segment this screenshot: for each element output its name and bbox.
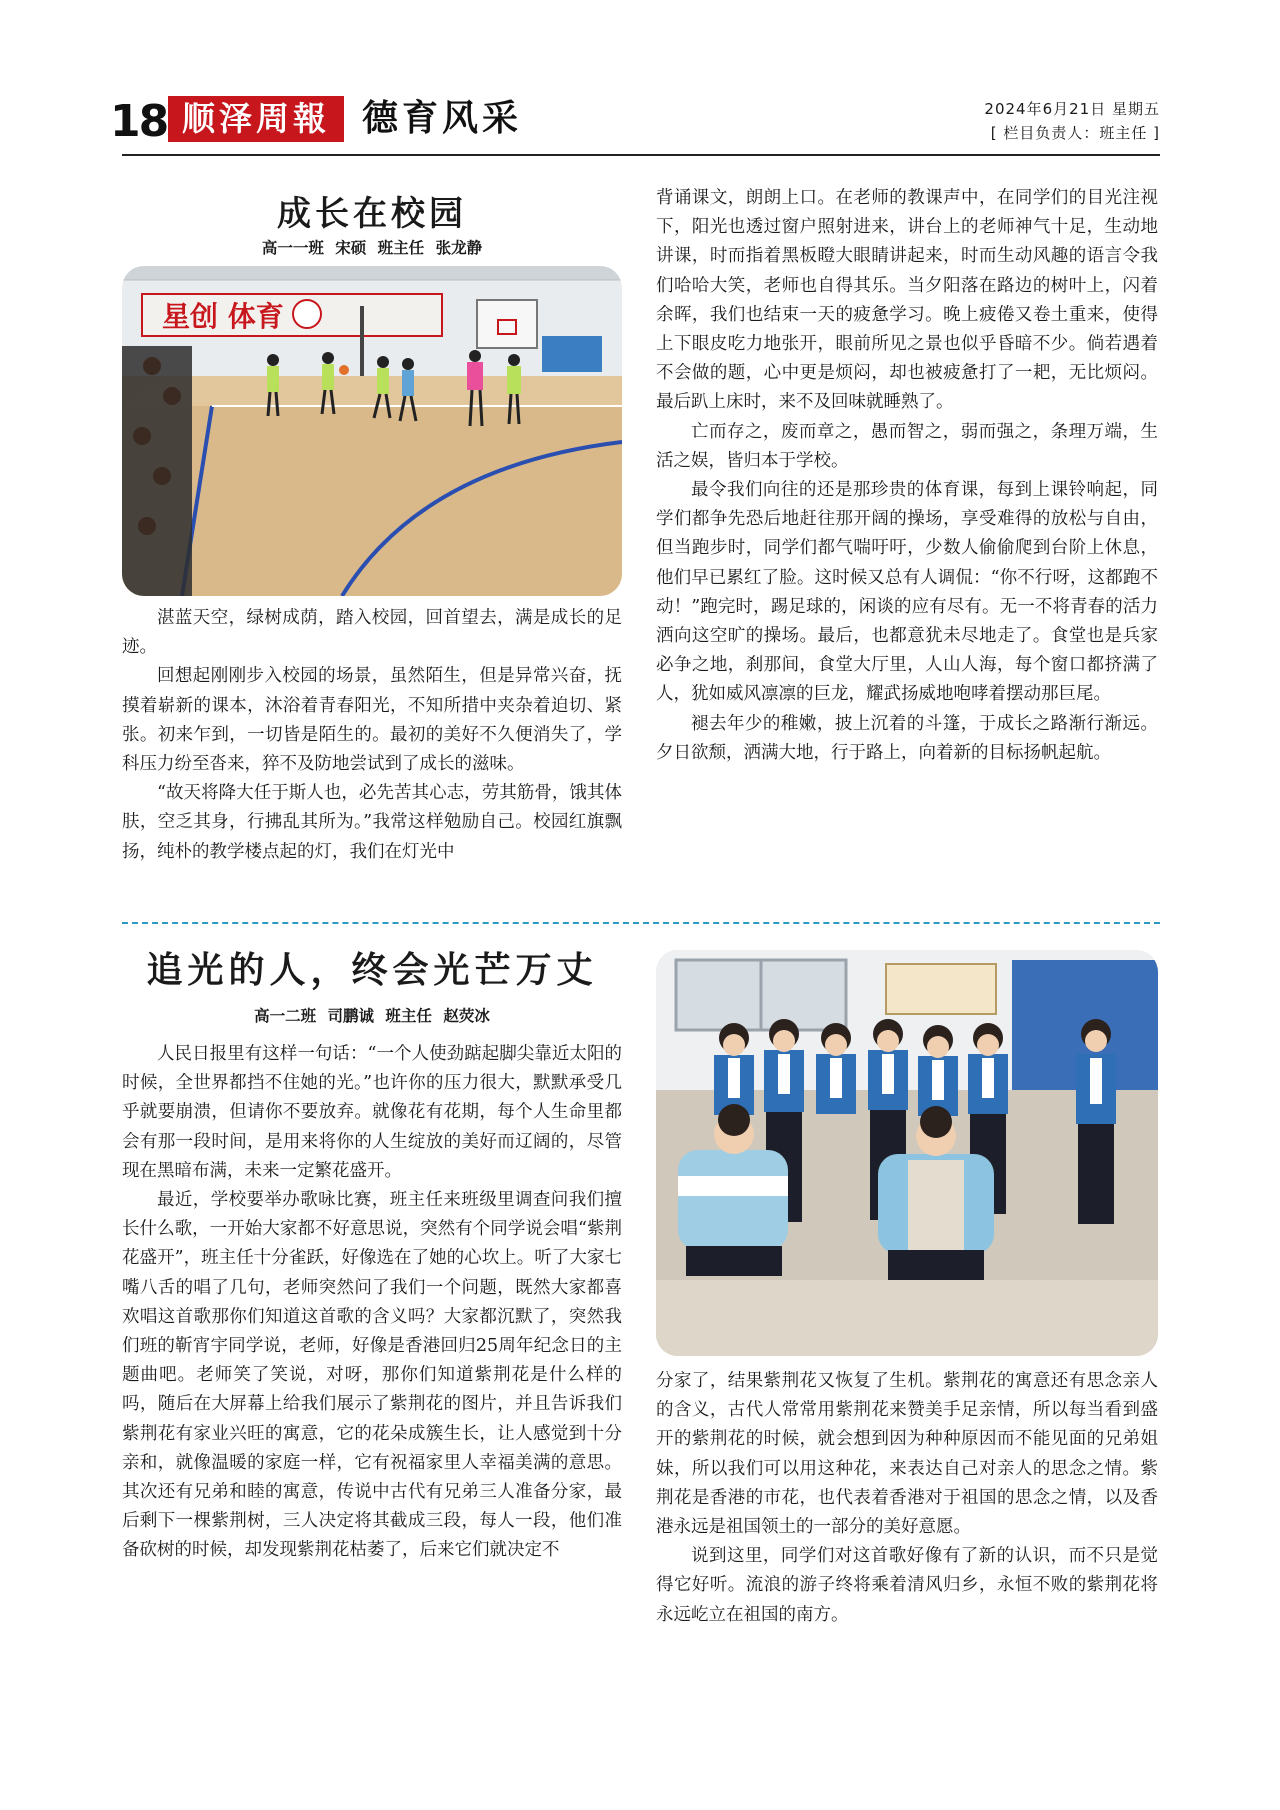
article1-body-left [122, 604, 622, 867]
page-number: 18 [110, 96, 168, 147]
article2-paragraph: 说到这里，同学们对这首歌好像有了新的认识，而不只是觉得它好听。流浪的游子终将乘着清风归乡，永恒不败的紫荆花将永远屹立在祖国的南方。 [656, 1546, 1158, 1625]
masthead [110, 90, 1160, 160]
article2-paragraph: 人民日报里有这样一句话：“一个人使劲踮起脚尖靠近太阳的时候，全世界都挡不住她的光。”也许你的压力很大，默默承受几乎就要崩溃，但请你不要放弃。就像花有花期，每个人生命里都会有那一段时间，是用来将你的人生绽放的美好而辽阔的，尽管现在黑暗布满，未来一定繁花盛开。 [122, 1044, 622, 1181]
article2-body-left [122, 1040, 622, 1566]
basketball-photo [122, 266, 622, 596]
group-photo-illustration [656, 950, 1158, 1356]
column-editor: [ 栏目负责人：班主任 ] [990, 124, 1160, 142]
article2-paragraph: 最近，学校要举办歌咏比赛，班主任来班级里调查问我们擅长什么歌，一开始大家都不好意思说，突然有个同学说会唱“紫荆花盛开”，班主任十分雀跃，好像选在了她的心坎上。听了大家七嘴八舌的唱了几句，老师突然问了我们一个问题，既然大家都喜欢唱这首歌那你们知道这首歌的含义吗？大家都沉默了，突然我们班的靳宵宇同学说，老师，好像是香港回归25周年纪念日的主题曲吧。老师笑了笑说，对呀，那你们知道紫荆花是什么样的吗，随后在大屏幕上给我们展示了紫荆花的图片，并且告诉我们紫荆花有家业兴旺的寓意，它的花朵成簇生长，让人感觉到十分亲和，就像温暖的家庭一样，它有祝福家里人幸福美满的意思。其次还有兄弟和睦的寓意，传说中古代有兄弟三人准备分家，最后剩下一棵紫荆树，三人决定将其截成三段，每人一段，他们准备砍树的时候，却发现紫荆花枯萎了，后来它们就决定不 [122, 1190, 622, 1561]
basketball-court-illustration [122, 266, 622, 596]
article1-body-right [656, 184, 1158, 768]
article1-paragraph: 回想起刚刚步入校园的场景，虽然陌生，但是异常兴奋，抚摸着崭新的课本，沐浴着青春阳光，不知所措中夹杂着迫切、紧张。初来乍到，一切皆是陌生的。最初的美好不久便消失了，学科压力纷至沓来，猝不及防地尝试到了成长的滋味。 [122, 666, 622, 775]
section-title: 德育风采 [362, 98, 523, 139]
article1-title: 成长在校园 [277, 194, 467, 234]
article1-paragraph: 湛蓝天空，绿树成荫，踏入校园，回首望去，满是成长的足迹。 [122, 608, 622, 658]
class-group-photo [656, 950, 1158, 1356]
article2-paragraph: 分家了，结果紫荆花又恢复了生机。紫荆花的寓意还有思念亲人的含义，古代人常常用紫荆花来赞美手足亲情，所以每当看到盛开的紫荆花的时候，就会想到因为种种原因而不能见面的兄弟姐妹，所以我们可以用这种花，来表达自己对亲人的思念之情。紫荆花是香港的市花，也代表着香港对于祖国的思念之情，以及香港永远是祖国领土的一部分的美好意愿。 [656, 1371, 1158, 1538]
article1-paragraph: 亡而存之，废而章之，愚而智之，弱而强之，条理万端，生活之娱，皆归本于学校。 [656, 421, 1158, 471]
article1-paragraph: 褪去年少的稚嫩，披上沉着的斗篷，于成长之路渐行渐远。夕日欲颓，洒满大地，行于路上，向着新的目标扬帆起航。 [656, 713, 1158, 763]
article1-paragraph: 背诵课文，朗朗上口。在老师的教课声中，在同学们的目光注视下，阳光也透过窗户照射进来，讲台上的老师神气十足，生动地讲课，时而指着黑板瞪大眼睛讲起来，时而生动风趣的语言令我们哈哈大笑，老师也自得其乐。当夕阳落在路边的树叶上，闪着余晖，我们也结束一天的疲惫学习。晚上疲倦又卷土重来，使得上下眼皮吃力地张开，眼前所见之景也似乎昏暗不少。倘若遇着不会做的题，心中更是烦闷，却也被疲惫打了一耙，无比烦闷。最后趴上床时，来不及回味就睡熟了。 [656, 188, 1158, 413]
article2-title: 追光的人，终会光芒万丈 [146, 950, 598, 991]
article1-paragraph: “故天将降大任于斯人也，必先苦其心志，劳其筋骨，饿其体肤，空乏其身，行拂乱其所为。”我常这样勉励自己。校园红旗飘扬，纯朴的教学楼点起的灯，我们在灯光中 [122, 783, 622, 862]
newspaper-logo: 顺泽周報 [168, 96, 344, 142]
section-divider [122, 922, 1160, 924]
issue-date: 2024年6月21日 星期五 [984, 100, 1160, 118]
gym-banner-text: 星创 体育 [162, 300, 284, 333]
article1-paragraph: 最令我们向往的还是那珍贵的体育课，每到上课铃响起，同学们都争先恐后地赶往那开阔的操场，享受难得的放松与自由，但当跑步时，同学们都气喘吁吁，少数人偷偷爬到台阶上休息，他们早已累红了脸。这时候又总有人调侃：“你不行呀，这都跑不动！”跑完时，踢足球的，闲谈的应有尽有。无一不将青春的活力洒向这空旷的操场。最后，也都意犹未尽地走了。食堂也是兵家必争之地，刹那间，食堂大厅里，人山人海，每个窗口都挤满了人，犹如威风凛凛的巨龙，耀武扬威地咆哮着摆动那巨尾。 [656, 480, 1158, 705]
article2-byline: 高一二班 司鹏诚 班主任 赵荧冰 [254, 1007, 490, 1025]
article2-body-right [656, 1367, 1158, 1630]
header-rule [122, 154, 1160, 156]
article1-byline: 高一一班 宋硕 班主任 张龙静 [261, 239, 483, 257]
